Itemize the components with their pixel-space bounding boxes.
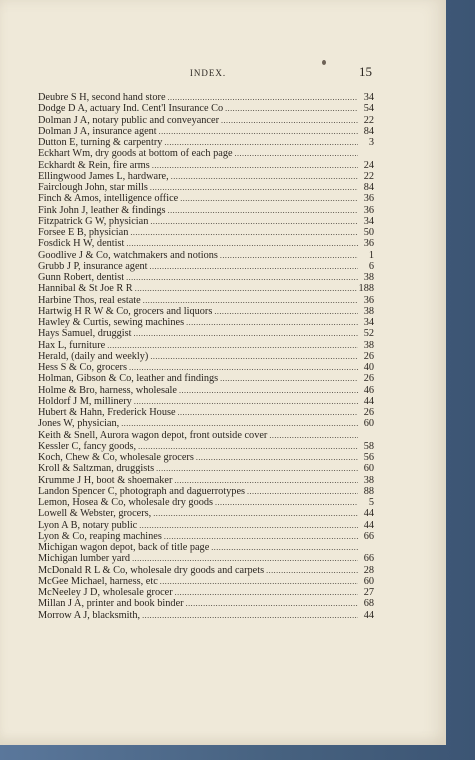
index-entry	[38, 283, 374, 294]
entry-page-number: 54	[363, 103, 374, 115]
dot-leader	[159, 126, 358, 137]
entry-name: McGee Michael, harness, etc	[38, 575, 158, 587]
entry-page-number: 36	[363, 238, 374, 250]
entry-name: Gunn Robert, dentist	[38, 272, 125, 283]
index-entry	[38, 565, 374, 576]
entry-page-number: 44	[363, 519, 374, 531]
dot-leader	[196, 452, 358, 463]
index-entry	[38, 317, 374, 328]
entry-page-number: 44	[363, 508, 374, 520]
dot-leader	[134, 328, 358, 339]
entry-page-number: 34	[363, 317, 374, 328]
index-entry	[38, 115, 374, 126]
entry-page-number: 46	[363, 384, 374, 396]
entry-page-number: 36	[363, 294, 374, 306]
index-entry	[38, 306, 374, 317]
index-entry	[38, 182, 374, 193]
entry-name: Michigan wagon depot, back of title page	[38, 542, 210, 553]
entry-name: Krumme J H, boot & shoemaker	[38, 474, 173, 486]
dot-leader	[129, 362, 358, 373]
index-entry	[38, 126, 374, 137]
entry-page-number: 40	[363, 362, 374, 373]
entry-name: Holman, Gibson & Co, leather and findings	[38, 373, 219, 385]
dot-leader	[186, 598, 358, 609]
entry-page-number: 36	[363, 193, 374, 205]
index-entry	[38, 486, 374, 497]
entry-name: Michigan lumber yard	[38, 553, 131, 565]
index-entry	[38, 340, 374, 351]
dot-leader	[152, 160, 358, 171]
dot-leader	[150, 261, 358, 272]
entry-name: Dutton E, turning & carpentry	[38, 137, 163, 148]
dot-leader	[269, 430, 358, 441]
dot-leader	[135, 283, 357, 294]
dot-leader	[153, 508, 358, 519]
index-entry	[38, 385, 374, 396]
entry-page-number: 22	[363, 170, 374, 182]
entry-name: Millan J A, printer and book binder	[38, 598, 184, 610]
dot-leader	[150, 216, 358, 227]
entry-page-number: 26	[363, 407, 374, 418]
entry-name: Morrow A J, blacksmith,	[38, 609, 141, 621]
dot-leader	[225, 103, 358, 114]
entry-name: Hax L, furniture	[38, 339, 106, 351]
entry-name: Landon Spencer C, photograph and daguerrotypes	[38, 485, 246, 497]
entry-name: Jones W, physician,	[38, 418, 120, 430]
index-entry	[38, 396, 374, 407]
dot-leader	[220, 373, 358, 384]
dot-leader	[150, 182, 358, 193]
dot-leader	[143, 295, 358, 306]
dot-leader	[150, 351, 358, 362]
entry-name: Dolman J A, insurance agent	[38, 125, 157, 137]
dot-leader	[139, 520, 358, 531]
dot-leader	[266, 565, 358, 576]
index-entry	[38, 587, 374, 598]
dot-leader	[132, 553, 358, 564]
index-entry	[38, 520, 374, 531]
entry-page-number: 84	[363, 125, 374, 137]
entry-name: Harbine Thos, real estate	[38, 294, 141, 306]
entry-page-number: 24	[363, 159, 374, 171]
index-entry	[38, 160, 374, 171]
entry-page-number: 60	[363, 575, 374, 587]
entry-name: Hubert & Hahn, Frederick House	[38, 407, 176, 418]
entry-name: Lemon, Hosea & Co, wholesale dry goods	[38, 497, 214, 508]
page-number: 15	[359, 64, 372, 79]
entry-page-number: 44	[363, 395, 374, 407]
entry-name: Lyon & Co, reaping machines	[38, 530, 162, 542]
dot-leader	[211, 542, 358, 553]
entry-page-number: 38	[363, 272, 374, 283]
entry-name: Grubb J P, insurance agent	[38, 260, 148, 272]
entry-page-number: 66	[363, 530, 374, 542]
entry-page-number: 3	[368, 137, 374, 148]
entry-page-number: 56	[363, 452, 374, 463]
entry-page-number: 27	[363, 587, 374, 598]
index-entry	[38, 250, 374, 261]
entry-page-number: 88	[363, 485, 374, 497]
index-entry	[38, 508, 374, 519]
dot-leader	[168, 92, 358, 103]
dot-leader	[174, 475, 358, 486]
dot-leader	[121, 418, 358, 429]
dot-leader	[247, 486, 358, 497]
entry-page-number: 68	[363, 598, 374, 610]
entry-name: Hess S & Co, grocers	[38, 362, 127, 373]
entry-page-number: 28	[363, 564, 374, 576]
entry-name: Fairclough John, star mills	[38, 182, 148, 193]
entry-page-number: 60	[363, 463, 374, 475]
index-entry	[38, 272, 374, 283]
entry-name: Fosdick H W, dentist	[38, 238, 125, 250]
entry-name: Fitzpatrick G W, physician	[38, 215, 149, 227]
index-entry	[38, 205, 374, 216]
entry-page-number: 36	[363, 204, 374, 216]
index-entry	[38, 193, 374, 204]
entry-name: Herald, (daily and weekly)	[38, 350, 149, 362]
entry-name: Holme & Bro, harness, wholesale	[38, 384, 177, 396]
dot-leader	[107, 340, 358, 351]
entry-page-number: 50	[363, 227, 374, 238]
entry-page-number: 34	[363, 215, 374, 227]
dot-leader	[156, 463, 358, 474]
dot-leader	[142, 610, 358, 621]
index-entry	[38, 463, 374, 474]
dot-leader	[235, 148, 358, 159]
entry-name: Keith & Snell, Aurora wagon depot, front outside cover	[38, 429, 268, 441]
dot-leader	[134, 396, 358, 407]
index-list	[38, 92, 374, 621]
dot-leader	[180, 193, 358, 204]
index-entry	[38, 137, 374, 148]
index-entry	[38, 407, 374, 418]
entry-page-number: 58	[363, 440, 374, 452]
dot-leader	[221, 115, 358, 126]
entry-name: Goodlive J & Co, watchmakers and notions	[38, 249, 218, 261]
index-entry	[38, 216, 374, 227]
dot-leader	[164, 531, 358, 542]
entry-page-number: 26	[363, 373, 374, 385]
index-entry	[38, 497, 374, 508]
entry-name: Forsee E B, physician	[38, 227, 129, 238]
entry-name: McNeeley J D, wholesale grocer	[38, 587, 173, 598]
index-entry	[38, 238, 374, 249]
dot-leader	[186, 317, 358, 328]
index-entry	[38, 576, 374, 587]
index-entry	[38, 452, 374, 463]
index-entry	[38, 92, 374, 103]
dot-leader	[130, 227, 358, 238]
entry-page-number: 38	[363, 339, 374, 351]
index-entry	[38, 441, 374, 452]
index-entry	[38, 295, 374, 306]
entry-name: Kessler C, fancy goods,	[38, 440, 137, 452]
index-entry	[38, 418, 374, 429]
entry-name: Lyon A B, notary public	[38, 519, 138, 531]
entry-name: McDonald R L & Co, wholesale dry goods and carpets	[38, 564, 265, 576]
entry-page-number: 60	[363, 418, 374, 430]
entry-name: Hannibal & St Joe R R	[38, 283, 133, 295]
index-entry	[38, 261, 374, 272]
dot-leader	[178, 407, 358, 418]
dot-leader	[126, 272, 358, 283]
dot-leader	[214, 306, 358, 317]
index-entry	[38, 542, 374, 553]
index-entry	[38, 598, 374, 609]
index-entry	[38, 610, 374, 621]
entry-name: Koch, Chew & Co, wholesale grocers	[38, 452, 194, 463]
entry-page-number: 6	[368, 260, 374, 272]
dot-leader	[168, 205, 358, 216]
entry-page-number: 84	[363, 182, 374, 193]
entry-name: Deubre S H, second hand store	[38, 92, 166, 103]
entry-name: Finch & Amos, intelligence office	[38, 193, 179, 205]
entry-name: Lowell & Webster, grocers,	[38, 508, 152, 520]
index-entry	[38, 362, 374, 373]
index-entry	[38, 328, 374, 339]
page-title: INDEX.	[189, 68, 227, 78]
entry-page-number: 22	[363, 114, 374, 126]
entry-page-number: 38	[363, 474, 374, 486]
index-entry	[38, 373, 374, 384]
entry-name: Holdorf J M, millinery	[38, 395, 132, 407]
entry-page-number: 1	[368, 249, 374, 261]
entry-page-number: 44	[363, 609, 374, 621]
entry-name: Kroll & Saltzman, druggists	[38, 463, 155, 475]
entry-name: Fink John J, leather & findings	[38, 204, 166, 216]
index-entry	[38, 351, 374, 362]
dot-leader	[179, 385, 358, 396]
entry-page-number: 66	[363, 553, 374, 565]
entry-name: Hays Samuel, druggist	[38, 328, 132, 340]
index-entry	[38, 475, 374, 486]
index-entry	[38, 148, 374, 159]
entry-page-number: 26	[363, 350, 374, 362]
index-entry	[38, 103, 374, 114]
page-header	[0, 64, 446, 82]
entry-name: Dodge D A, actuary Ind. Cent'l Insurance Co	[38, 103, 224, 115]
entry-page-number: 34	[363, 92, 374, 103]
index-entry	[38, 171, 374, 182]
dot-leader	[126, 238, 358, 249]
index-entry	[38, 430, 374, 441]
dot-leader	[160, 576, 358, 587]
entry-name: Hartwig H R W & Co, grocers and liquors	[38, 305, 213, 317]
dot-leader	[171, 171, 358, 182]
dot-leader	[215, 497, 358, 508]
entry-name: Eckhart Wm, dry goods at bottom of each page	[38, 148, 233, 160]
dot-leader	[164, 137, 358, 148]
entry-page-number: 38	[363, 305, 374, 317]
dot-leader	[220, 250, 358, 261]
entry-page-number: 52	[363, 328, 374, 340]
index-entry	[38, 531, 374, 542]
dot-leader	[138, 441, 358, 452]
entry-name: Ellingwood James L, hardware,	[38, 170, 169, 182]
entry-name: Eckhardt & Rein, fire arms	[38, 159, 150, 171]
entry-name: Dolman J A, notary public and conveyancer	[38, 114, 219, 126]
entry-page-number: 5	[368, 497, 374, 508]
entry-name: Hawley & Curtis, sewing machines	[38, 317, 185, 328]
index-entry	[38, 553, 374, 564]
entry-page-number: 188	[358, 283, 374, 295]
dot-leader	[175, 587, 358, 598]
index-entry	[38, 227, 374, 238]
